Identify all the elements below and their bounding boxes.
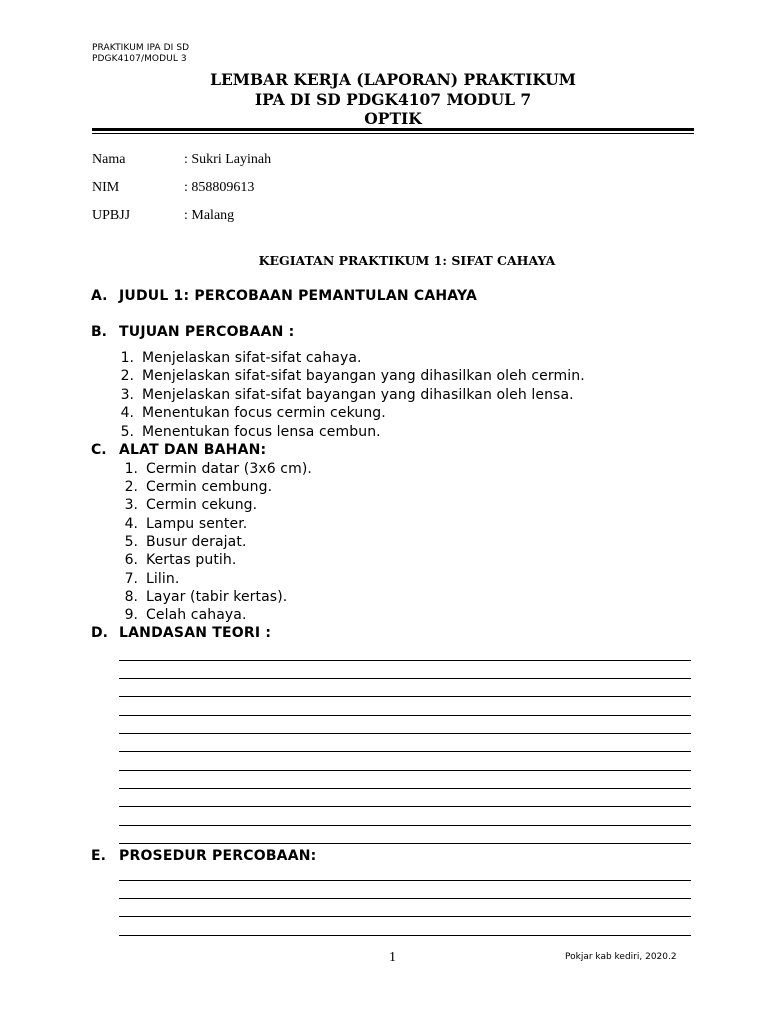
prosedur-answer-line[interactable] xyxy=(119,916,691,917)
landasan-answer-line[interactable] xyxy=(119,715,691,716)
alat-item-text: Celah cahaya. xyxy=(146,607,247,623)
alat-item-number: 5. xyxy=(124,534,138,550)
tujuan-item-text: Menjelaskan sifat-sifat bayangan yang dihasilkan oleh cermin. xyxy=(142,368,585,384)
section-b-letter: B. xyxy=(91,324,107,340)
section-e-letter: E. xyxy=(91,848,106,864)
identity-label-nim: NIM xyxy=(92,180,120,195)
landasan-answer-line[interactable] xyxy=(119,788,691,789)
alat-item-text: Cermin cembung. xyxy=(146,479,273,495)
tujuan-item-number: 5. xyxy=(120,424,134,440)
alat-item-number: 6. xyxy=(124,552,138,568)
tujuan-item-number: 4. xyxy=(120,405,134,421)
section-a-letter: A. xyxy=(91,288,108,304)
title-line-3: OPTIK xyxy=(364,109,422,128)
section-d-letter: D. xyxy=(91,625,108,641)
page-number: 1 xyxy=(389,950,396,965)
landasan-answer-line[interactable] xyxy=(119,825,691,826)
alat-item-text: Busur derajat. xyxy=(146,534,247,550)
section-c-title: ALAT DAN BAHAN: xyxy=(119,442,267,458)
section-c-letter: C. xyxy=(91,442,107,458)
alat-item-text: Cermin datar (3x6 cm). xyxy=(146,461,312,477)
prosedur-answer-line[interactable] xyxy=(119,935,691,936)
tujuan-item-text: Menentukan focus lensa cembun. xyxy=(142,424,381,440)
landasan-answer-line[interactable] xyxy=(119,678,691,679)
section-d-title: LANDASAN TEORI : xyxy=(119,625,272,641)
alat-item-text: Kertas putih. xyxy=(146,552,237,568)
alat-item-number: 3. xyxy=(124,497,138,513)
identity-label-nama: Nama xyxy=(92,152,126,167)
header-line-1: PRAKTIKUM IPA DI SD xyxy=(92,43,190,53)
section-b-title: TUJUAN PERCOBAAN : xyxy=(119,324,295,340)
identity-value-nim: : 858809613 xyxy=(184,180,255,195)
title-line-2: IPA DI SD PDGK4107 MODUL 7 xyxy=(254,90,532,109)
tujuan-item-number: 1. xyxy=(120,350,134,366)
footer-note: Pokjar kab kediri, 2020.2 xyxy=(565,952,677,962)
section-e-title: PROSEDUR PERCOBAAN: xyxy=(119,848,317,864)
alat-item-number: 7. xyxy=(124,571,138,587)
alat-item-text: Layar (tabir kertas). xyxy=(146,589,288,605)
alat-item-text: Cermin cekung. xyxy=(146,497,258,513)
landasan-answer-line[interactable] xyxy=(119,696,691,697)
tujuan-item-text: Menentukan focus cermin cekung. xyxy=(142,405,386,421)
alat-item-text: Lilin. xyxy=(146,571,180,587)
identity-value-nama: : Sukri Layinah xyxy=(184,152,272,167)
tujuan-item-text: Menjelaskan sifat-sifat bayangan yang dihasilkan oleh lensa. xyxy=(142,387,574,403)
alat-item-text: Lampu senter. xyxy=(146,516,248,532)
kegiatan-heading: KEGIATAN PRAKTIKUM 1: SIFAT CAHAYA xyxy=(258,253,556,268)
alat-item-number: 8. xyxy=(124,589,138,605)
landasan-answer-line[interactable] xyxy=(119,660,691,661)
header-line-2: PDGK4107/MODUL 3 xyxy=(92,54,187,64)
landasan-answer-line[interactable] xyxy=(119,770,691,771)
landasan-answer-line[interactable] xyxy=(119,806,691,807)
section-a-title: JUDUL 1: PERCOBAAN PEMANTULAN CAHAYA xyxy=(119,288,478,304)
alat-item-number: 4. xyxy=(124,516,138,532)
prosedur-answer-line[interactable] xyxy=(119,880,691,881)
title-rule-thin xyxy=(92,133,694,134)
landasan-answer-line[interactable] xyxy=(119,751,691,752)
tujuan-item-text: Menjelaskan sifat-sifat cahaya. xyxy=(142,350,362,366)
prosedur-answer-line[interactable] xyxy=(119,898,691,899)
alat-item-number: 2. xyxy=(124,479,138,495)
title-line-1: LEMBAR KERJA (LAPORAN) PRAKTIKUM xyxy=(210,70,576,89)
title-rule-thick xyxy=(92,128,694,131)
tujuan-item-number: 2. xyxy=(120,368,134,384)
identity-label-upbjj: UPBJJ xyxy=(92,208,131,223)
alat-item-number: 9. xyxy=(124,607,138,623)
identity-value-upbjj: : Malang xyxy=(184,208,235,223)
tujuan-item-number: 3. xyxy=(120,387,134,403)
landasan-answer-line[interactable] xyxy=(119,733,691,734)
landasan-answer-line[interactable] xyxy=(119,843,691,844)
alat-item-number: 1. xyxy=(124,461,138,477)
